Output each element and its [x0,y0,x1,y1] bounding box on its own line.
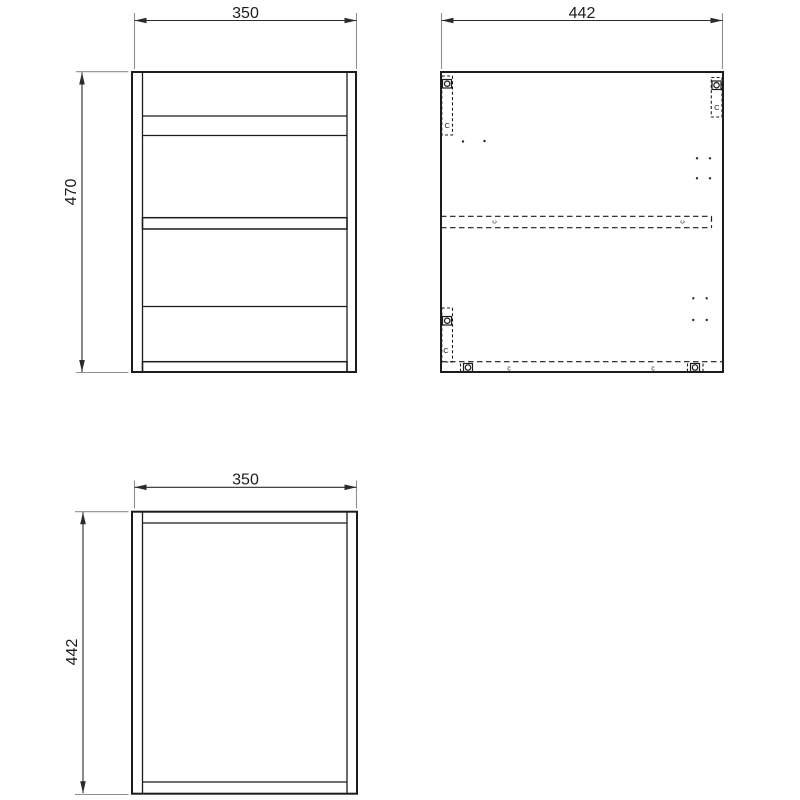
bottom-panel-hidden-band [441,362,723,373]
hole-icon [709,177,711,179]
front-height-dimension [63,72,129,373]
arrow-up-icon [80,512,86,524]
arrow-up-icon [79,73,85,85]
arrow-down-icon [79,360,85,372]
carcass-outline [132,72,356,372]
corner-fitting-bottom-left [442,308,453,362]
side-panel-view [441,5,723,373]
fitting-label: C [714,103,720,112]
top-depth-dimension [64,512,129,795]
front-height-label: 470 [63,178,80,206]
front-width-dimension [135,5,357,69]
front-cabinet-outline [132,72,356,372]
arrow-left-icon [442,18,454,24]
hole-icon [706,297,708,299]
hole-icon [462,140,464,142]
hinge-holes-upper-right [696,157,711,179]
fitting-label: C [444,121,450,130]
hole-icon [706,319,708,321]
side-width-label: 442 [568,5,596,22]
top-depth-label: 442 [64,638,81,666]
cam-lock-circle-icon [714,83,719,88]
cam-lock-circle-icon [445,318,450,323]
fitting-label: c [491,220,499,224]
middle-shelf [143,218,348,229]
fitting-label: c [651,365,655,373]
corner-fitting-top-left [442,76,453,135]
hole-icon [709,157,711,159]
corner-fitting-top-right [711,78,722,118]
cam-lock-circle-icon [692,365,697,370]
front-view [63,5,357,373]
fitting-label: c [679,220,687,224]
hinge-holes-lower-right [692,297,708,321]
hole-icon [692,319,694,321]
arrow-down-icon [80,781,86,793]
top-width-label: 350 [232,471,259,489]
pilot-holes-upper-left [462,140,486,143]
fitting-label: C [443,346,449,355]
middle-shelf-hidden-band [441,216,712,227]
cam-lock-circle-icon [465,365,470,370]
arrow-left-icon [135,485,147,491]
arrow-right-icon [711,18,723,24]
extension-line [76,72,129,373]
arrow-right-icon [345,485,357,491]
hole-icon [483,140,485,142]
hole-icon [696,177,698,179]
bottom-panel [143,362,348,372]
arrow-right-icon [345,18,357,24]
arrow-left-icon [135,18,147,24]
cam-lock-circle-icon [445,81,450,86]
carcass-plan-outline [132,512,357,794]
hole-icon [692,297,694,299]
top-view [64,472,357,795]
hole-icon [696,157,698,159]
front-width-label: 350 [232,5,259,22]
top-cabinet-outline [132,512,357,794]
fitting-label: c [507,365,511,373]
side-width-dimension [442,5,723,69]
top-width-dimension [135,472,357,509]
